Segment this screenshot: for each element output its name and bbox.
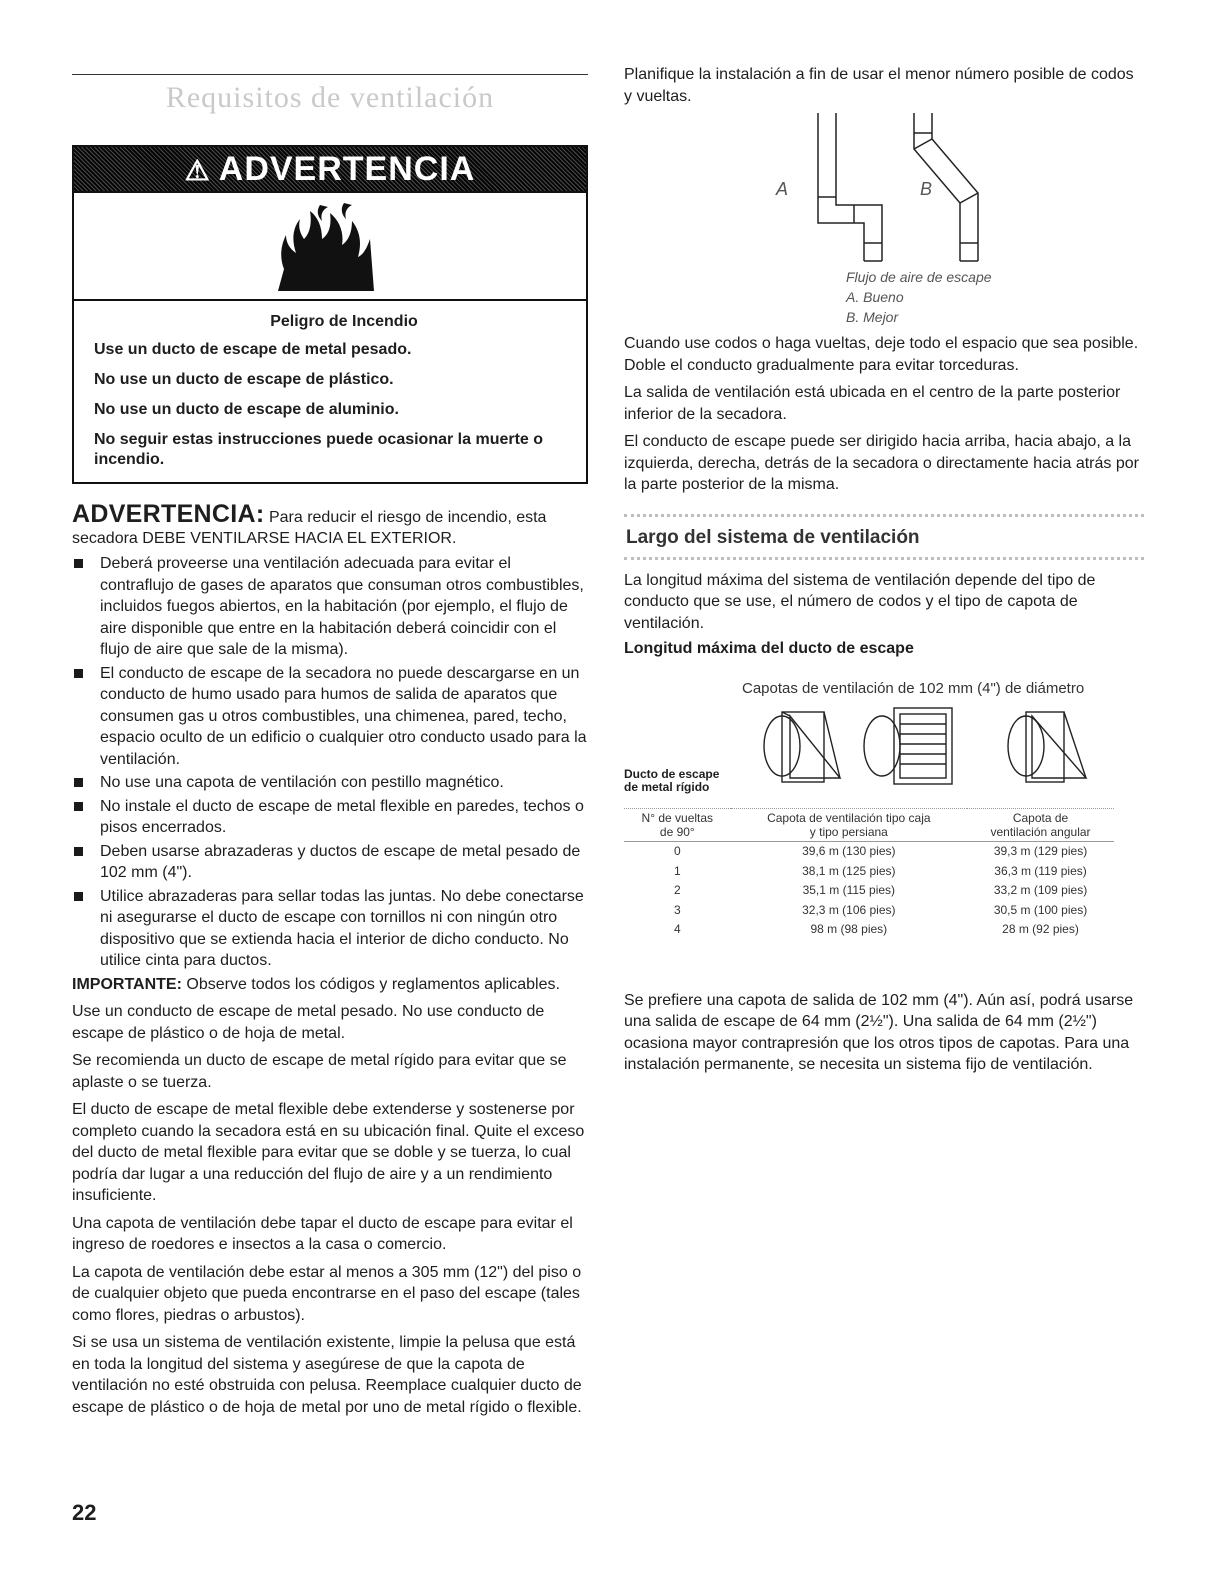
label-a: A [776, 179, 789, 199]
bullet-item: No instale el ducto de escape de metal flexible en paredes, techos o pisos encerrados. [72, 796, 588, 839]
body-paragraph: Se recomienda un ducto de escape de metal rígido para evitar que se aplaste o se tuerza. [72, 1052, 567, 1091]
cell-turns: 1 [673, 863, 681, 878]
largo-paragraph: La longitud máxima del sistema de ventilación depende del tipo de conducto que se use, el número de codos y el tipo de capota de ventilación. [624, 571, 1096, 632]
cell-box-length: 38,1 m (125 pies) [802, 863, 896, 878]
largo-heading: Largo del sistema de ventilación [626, 526, 920, 548]
max-length-heading: Longitud máxima del ducto de escape [624, 640, 914, 657]
diagram-caption-a: A. Bueno [846, 289, 904, 305]
advertencia-label: ADVERTENCIA: [72, 500, 265, 528]
warning-line: No use un ducto de escape de plástico. [94, 371, 394, 388]
max-length-table [624, 808, 1114, 940]
body-paragraph: La salida de ventilación está ubicada en el centro de la parte posterior inferior de la secadora. [624, 384, 1121, 423]
body-paragraph: El conducto de escape puede ser dirigido hacia arriba, hacia abajo, a la izquierda, derecha, detrás de la secadora o directamente hacia atrás por la parte posterior de la misma. [624, 433, 1139, 493]
fire-icon [270, 199, 382, 295]
warning-line: Use un ducto de escape de metal pesado. [94, 341, 412, 358]
cell-box-length: 32,3 m (106 pies) [802, 902, 896, 917]
importante-paragraph [72, 974, 588, 996]
table-row [624, 862, 1114, 882]
cell-angled-length: 33,2 m (109 pies) [993, 883, 1088, 897]
table-row [624, 920, 1114, 940]
safety-bullet-list [72, 553, 588, 972]
exhaust-flow-diagram [624, 113, 1144, 331]
angled-hood-icon [1004, 702, 1096, 788]
closing-paragraph: Se prefiere una capota de salida de 102 mm (4"). Aún así, podrá usarse una salida de escape de 64 mm (2½"). Una salida de 64 mm (2½") ocasiona mayor contrapresión que los otros tipos de capotas. Para una instalación permanente, se necesita un sistema fijo de ventilación. [624, 991, 1134, 1073]
cell-angled-length: 28 m (92 pies) [1002, 922, 1079, 936]
cell-angled-length: 36,3 m (119 pies) [994, 863, 1087, 878]
section-divider [624, 557, 1144, 560]
duct-label-line: Ducto de escape [624, 767, 720, 781]
col-header-box-hood: Capota de ventilación tipo caja y tipo persiana [731, 809, 967, 842]
intro-paragraph: Planifique la instalación a fin de usar el menor número posible de codos y vueltas. [624, 66, 1134, 105]
bullet-item: Utilice abrazaderas para sellar todas las juntas. No debe conectarse ni asegurarse el ducto de escape con tornillos ni con ningún otro dispositivo que se extienda hacia el interior de dicho conducto. No utilice cinta para ductos. [72, 886, 588, 972]
cell-turns: 3 [673, 902, 681, 917]
warning-box [72, 145, 588, 484]
box-hood-icon [760, 702, 850, 788]
warning-text [74, 301, 586, 482]
warning-triangle-icon: ⚠ [184, 155, 211, 186]
bullet-item: El conducto de escape de la secadora no puede descargarse en un conducto de humo usado para humos de salida de aparatos que consumen gas u otros combustibles, una chimenea, pared, techo, espacio oculto de un edificio o cualquier otro conducto usado para la ventilación. [72, 663, 588, 771]
cell-turns: 4 [673, 922, 681, 936]
warning-line: No seguir estas instrucciones puede ocasionar la muerte o incendio. [94, 431, 544, 468]
importante-label: IMPORTANTE: [72, 975, 182, 993]
louvered-hood-icon [860, 702, 960, 788]
left-column [72, 62, 588, 1424]
warning-header [74, 147, 586, 193]
hood-figure-caption: Capotas de ventilación de 102 mm (4") de diámetro [742, 680, 1085, 697]
warning-line: No use un ducto de escape de aluminio. [94, 401, 399, 418]
col-header-turns: N° de vueltas de 90° [624, 809, 731, 842]
page-number: 22 [72, 1500, 97, 1525]
bullet-item: Deben usarse abrazaderas y ductos de escape de metal pesado de 102 mm (4"). [72, 841, 588, 884]
importante-text: Observe todos los códigos y reglamentos aplicables. [186, 975, 560, 993]
body-paragraph: La capota de ventilación debe estar al menos a 305 mm (12") del piso o de cualquier objeto que pueda encontrarse en el paso del escape (tales como flores, piedras o arbustos). [72, 1263, 582, 1324]
body-paragraph: Si se usa un sistema de ventilación existente, limpie la pelusa que está en toda la longitud del sistema y asegúrese de que la capota de ventilación no esté obstruida con pelusa. Reemplace cualquier ducto de escape de plástico o de hoja de metal por uno de metal rígido o flexible. [72, 1334, 582, 1416]
label-b: B [920, 179, 933, 199]
section-title: Requisitos de ventilación [165, 81, 495, 114]
col-header-angled-hood: Capota de ventilación angular [967, 809, 1114, 842]
right-column [624, 62, 1144, 1082]
advertencia-statement [72, 500, 588, 549]
body-paragraph: El ducto de escape de metal flexible debe extenderse y sostenerse por completo cuando la secadora está en su ubicación final. Quite el exceso del ducto de metal flexible para evitar que se doble y se tuerza, lo cual podría dar lugar a una reducción del flujo de aire y a un rendimiento insuficiente. [72, 1101, 585, 1204]
cell-angled-length: 30,5 m (100 pies) [993, 902, 1088, 917]
table-row [624, 842, 1114, 862]
duct-elbows-illustration [754, 113, 1014, 273]
table-row [624, 881, 1114, 901]
vent-hoods-figure [624, 680, 1144, 800]
table-row [624, 901, 1114, 921]
body-paragraph: Cuando use codos o haga vueltas, deje todo el espacio que sea posible. Doble el conducto gradualmente para evitar torceduras. [624, 335, 1139, 374]
bullet-item: Deberá proveerse una ventilación adecuada para evitar el contraflujo de gases de aparatos que consuman otros combustibles, incluidos fuegos abiertos, en la habitación (por ejemplo, el flujo de aire disponible que entre en la habitación deberá coincidir con el flujo de aire que sale de la misma). [72, 553, 588, 661]
cell-box-length: 98 m (98 pies) [810, 922, 888, 936]
cell-box-length: 35,1 m (115 pies) [802, 883, 896, 897]
duct-label-line: de metal rígido [624, 780, 710, 794]
fire-hazard-symbol [74, 193, 586, 301]
table-header-row [624, 809, 1114, 842]
section-divider [624, 514, 1144, 517]
advertencia-text: Para reducir el riesgo de incendio, esta secadora DEBE VENTILARSE HACIA EL EXTERIOR. [72, 509, 547, 547]
diagram-caption-b: B. Mejor [846, 309, 899, 325]
body-paragraph: Una capota de ventilación debe tapar el ducto de escape para evitar el ingreso de roedores e insectos a la casa o comercio. [72, 1214, 573, 1253]
hazard-title: Peligro de Incendio [270, 313, 418, 330]
diagram-caption-title: Flujo de aire de escape [846, 269, 992, 285]
cell-angled-length: 39,3 m (129 pies) [993, 844, 1088, 858]
body-paragraph: Use un conducto de escape de metal pesado. No use conducto de escape de plástico o de hoja de metal. [72, 1003, 545, 1042]
top-rule [72, 74, 588, 75]
cell-turns: 0 [673, 844, 681, 858]
duct-label [624, 768, 719, 794]
cell-box-length: 39,6 m (130 pies) [802, 844, 896, 858]
warning-header-text: ADVERTENCIA [218, 150, 476, 188]
cell-turns: 2 [673, 883, 681, 897]
bullet-item: No use una capota de ventilación con pestillo magnético. [72, 772, 588, 794]
